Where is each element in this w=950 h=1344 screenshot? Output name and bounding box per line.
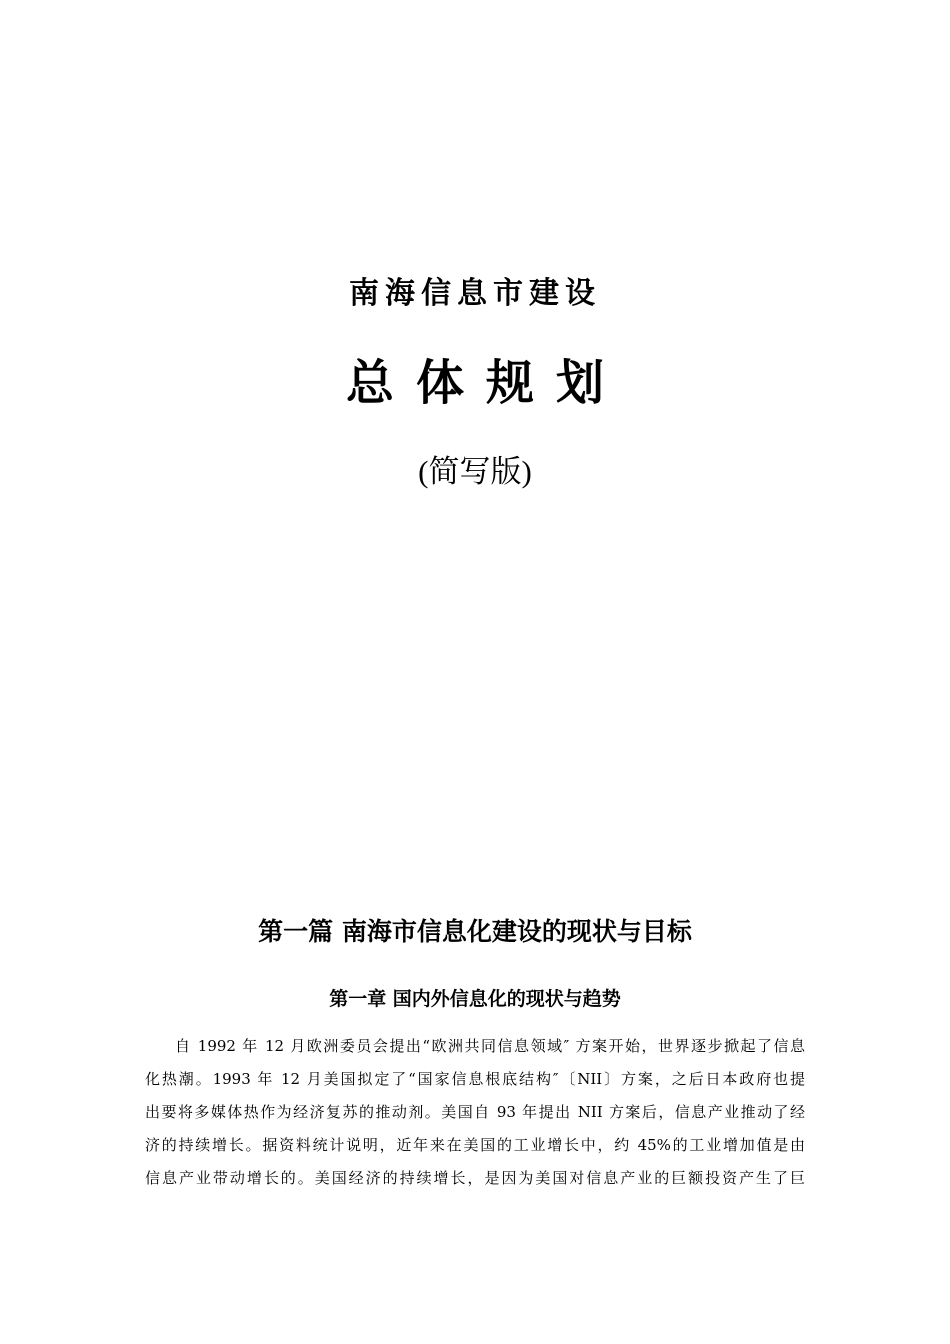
- chapter-heading: 第一章 国内外信息化的现状与趋势: [329, 988, 621, 1010]
- cover-title-line3: (简写版): [418, 454, 532, 489]
- body-line: 自 1992 年 12 月欧洲委员会提出“欧洲共同信息领域″ 方案开始，世界逐步掀起了信息: [175, 1037, 805, 1055]
- body-line: 出要将多媒体热作为经济复苏的推动剂。美国自 93 年提出 NII 方案后，信息产业推动了经: [145, 1103, 805, 1121]
- body-line: 济的持续增长。据资料统计说明，近年来在美国的工业增长中，约 45%的工业增加值是由: [145, 1136, 805, 1154]
- cover-title-line1: 南海信息市建设: [349, 276, 601, 311]
- cover-title-line2: 总体规划: [345, 355, 626, 411]
- body-line: 信息产业带动增长的。美国经济的持续增长，是因为美国对信息产业的巨额投资产生了巨: [145, 1169, 805, 1187]
- body-line: 化热潮。1993 年 12 月美国拟定了“国家信息根底结构″〔NII〕方案，之后日本政府也提: [145, 1070, 805, 1088]
- body-paragraph: [145, 1030, 805, 1195]
- part-heading: 第一篇 南海市信息化建设的现状与目标: [258, 917, 692, 946]
